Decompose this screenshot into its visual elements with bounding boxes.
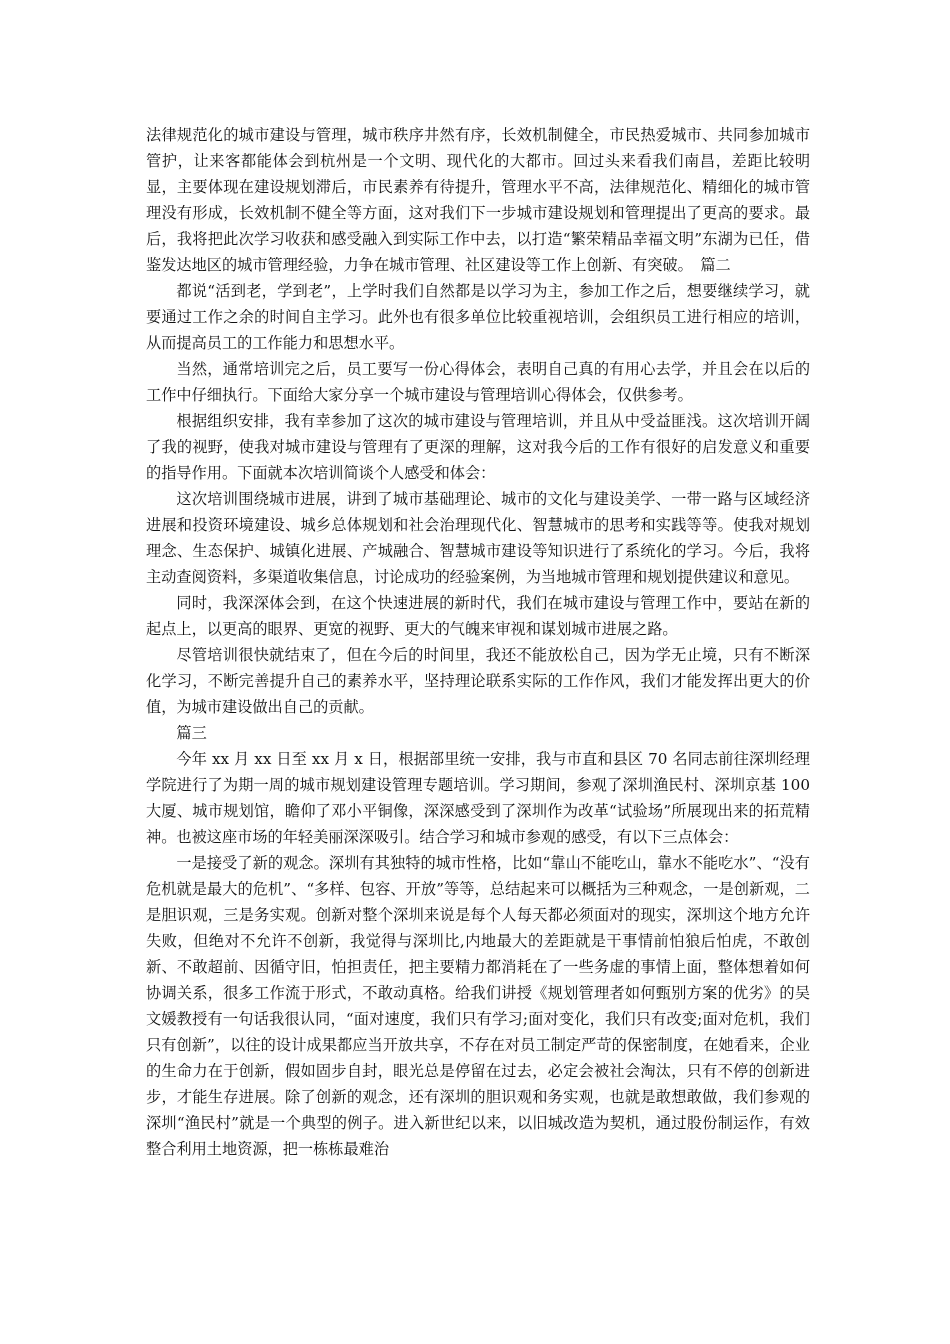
paragraph-9: 今年 xx 月 xx 日至 xx 月 x 日，根据部里统一安排，我与市直和县区 70 名同志前往深圳经理学院进行了为期一周的城市规划建设管理专题培训。学习期间，参观了深圳渔民村、深圳京基 100 大厦、城市规划馆，瞻仰了邓小平铜像，深深感受到了深圳作为改革“试验场”所展现出来的拓荒精神。也被这座市场的年轻美丽深深吸引。结合学习和城市参观的感受，有以下三点体会： <box>146 750 810 846</box>
paragraph-2: 都说“活到老，学到老”，上学时我们自然都是以学习为主，参加工作之后，想要继续学习，就要通过工作之余的时间自主学习。此外也有很多单位比较重视培训，会组织员工进行相应的培训，从而提高员工的工作能力和思想水平。 <box>146 282 810 352</box>
document-body <box>146 122 810 1162</box>
paragraph-7: 尽管培训很快就结束了，但在今后的时间里，我还不能放松自己，因为学无止境，只有不断深化学习，不断完善提升自己的素养水平，坚持理论联系实际的工作作风，我们才能发挥出更大的价值，为城市建设做出自己的贡献。 <box>146 646 810 716</box>
paragraph-6: 同时，我深深体会到，在这个快速进展的新时代，我们在城市建设与管理工作中，要站在新的起点上，以更高的眼界、更宽的视野、更大的气魄来审视和谋划城市进展之路。 <box>146 594 810 638</box>
paragraph-3: 当然，通常培训完之后，员工要写一份心得体会，表明自己真的有用心去学，并且会在以后的工作中仔细执行。下面给大家分享一个城市建设与管理培训心得体会，仅供参考。 <box>146 360 810 404</box>
section-heading-part-three: 篇三 <box>176 724 207 742</box>
paragraph-5: 这次培训围绕城市进展，讲到了城市基础理论、城市的文化与建设美学、一带一路与区域经济进展和投资环境建设、城乡总体规划和社会治理现代化、智慧城市的思考和实践等等。使我对规划理念、生态保护、城镇化进展、产城融合、智慧城市建设等知识进行了系统化的学习。今后，我将主动查阅资料，多渠道收集信息，讨论成功的经验案例，为当地城市管理和规划提供建议和意见。 <box>146 490 810 586</box>
paragraph-4: 根据组织安排，我有幸参加了这次的城市建设与管理培训，并且从中受益匪浅。这次培训开阔了我的视野，使我对城市建设与管理有了更深的理解，这对我今后的工作有很好的启发意义和重要的指导作用。下面就本次培训简谈个人感受和体会： <box>146 412 810 482</box>
paragraph-1: 法律规范化的城市建设与管理，城市秩序井然有序，长效机制健全，市民热爱城市、共同参加城市管护，让来客都能体会到杭州是一个文明、现代化的大都市。回过头来看我们南昌，差距比较明显，主要体现在建设规划滞后，市民素养有待提升，管理水平不高，法律规范化、精细化的城市管理没有形成，长效机制不健全等方面，这对我们下一步城市建设规划和管理提出了更高的要求。最后，我将把此次学习收获和感受融入到实际工作中去，以打造“繁荣精品幸福文明”东湖为已任，借鉴发达地区的城市管理经验，力争在城市管理、社区建设等工作上创新、有突破。 篇二 <box>146 126 810 274</box>
paragraph-10: 一是接受了新的观念。深圳有其独特的城市性格，比如“靠山不能吃山，靠水不能吃水”、“没有危机就是最大的危机”、“多样、包容、开放”等等，总结起来可以概括为三种观念，一是创新观，二是胆识观，三是务实观。创新对整个深圳来说是每个人每天都必须面对的现实，深圳这个地方允许失败，但绝对不允许不创新，我觉得与深圳比,内地最大的差距就是干事情前怕狼后怕虎，不敢创新、不敢超前、因循守旧，怕担责任，把主要精力都消耗在了一些务虚的事情上面，整体想着如何协调关系，很多工作流于形式，不敢动真格。给我们讲授《规划管理者如何甄别方案的优劣》的吴文媛教授有一句话我很认同，“面对速度，我们只有学习;面对变化，我们只有改变;面对危机，我们只有创新”，以往的设计成果都应当开放共享，不存在对员工制定严苛的保密制度，在她看来，企业的生命力在于创新，假如固步自封，眼光总是停留在过去，必定会被社会淘汰，只有不停的创新进步，才能生存进展。除了创新的观念，还有深圳的胆识观和务实观，也就是敢想敢做，我们参观的深圳“渔民村”就是一个典型的例子。进入新世纪以来，以旧城改造为契机，通过股份制运作，有效整合利用土地资源，把一栋栋最难治 <box>146 854 810 1158</box>
